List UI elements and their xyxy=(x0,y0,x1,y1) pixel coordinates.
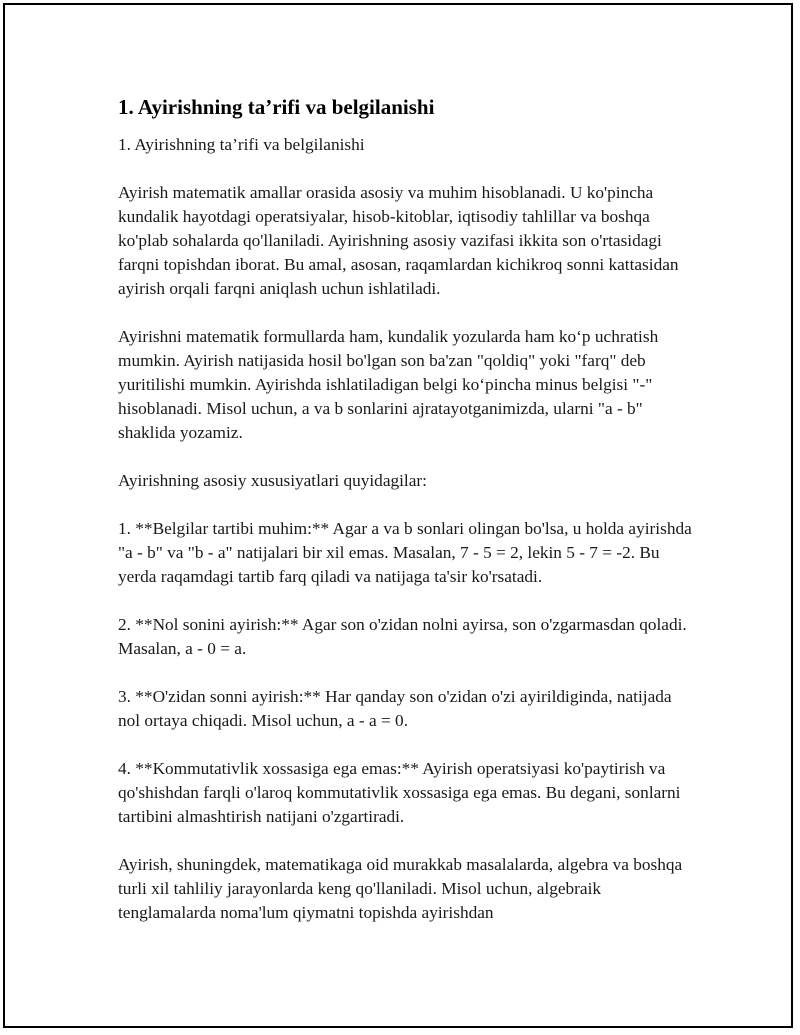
paragraph-properties-lead: Ayirishning asosiy xususiyatlari quyidagilar: xyxy=(118,471,427,490)
paragraph-notation: Ayirishni matematik formullarda ham, kundalik yozularda ham ko‘p uchratish mumkin. Ayirish natijasida hosil bo'lgan son ba'zan "qoldiq" yoki "farq" deb yuritilishi mumkin. Ayirishda ishlatiladigan belgi ko‘pincha minus belgisi "-" hisoblanadi. Misol uchun, a va b sonlarini ajratayotganimizda, ularni "a - b" shaklida yozamiz. xyxy=(118,327,659,442)
document-body xyxy=(118,93,693,949)
section-subtitle: 1. Ayirishning ta’rifi va belgilanishi xyxy=(118,135,365,154)
list-item-self-subtraction: 3. **O'zidan sonni ayirish:** Har qanday son o'zidan o'zi ayirildiginda, natijada nol ortaya chiqadi. Misol uchun, a - a = 0. xyxy=(118,687,672,730)
paragraph-intro: Ayirish matematik amallar orasida asosiy va muhim hisoblanadi. U ko'pincha kundalik hayotdagi operatsiyalar, hisob-kitoblar, iqtisodiy tahlillar va boshqa ko'plab sohalarda qo'llaniladi. Ayirishning asosiy vazifasi ikkita son o'rtasidagi farqni topishdan iborat. Bu amal, asosan, raqamlardan kichikroq sonni kattasidan ayirish orqali farqni aniqlash uchun ishlatiladi. xyxy=(118,183,679,298)
paragraph-applications: Ayirish, shuningdek, matematikaga oid murakkab masalalarda, algebra va boshqa turli xil tahliliy jarayonlarda keng qo'llaniladi. Misol uchun, algebraik tenglamalarda noma'lum qiymatni topishda ayirishdan xyxy=(118,855,683,922)
document-heading: 1. Ayirishning ta’rifi va belgilanishi xyxy=(118,95,435,119)
list-item-non-commutative: 4. **Kommutativlik xossasiga ega emas:** Ayirish operatsiyasi ko'paytirish va qo'shishdan farqli o'laroq kommutativlik xossasiga ega emas. Bu degani, sonlarni tartibini almashtirish natijani o'zgartiradi. xyxy=(118,759,681,826)
list-item-order-matters: 1. **Belgilar tartibi muhim:** Agar a va b sonlari olingan bo'lsa, u holda ayirishda "a - b" va "b - a" natijalari bir xil emas. Masalan, 7 - 5 = 2, lekin 5 - 7 = -2. Bu yerda raqamdagi tartib farq qiladi va natijaga ta'sir ko'rsatadi. xyxy=(118,519,692,586)
list-item-zero-subtraction: 2. **Nol sonini ayirish:** Agar son o'zidan nolni ayirsa, son o'zgarmasdan qoladi. Masalan, a - 0 = a. xyxy=(118,615,687,658)
